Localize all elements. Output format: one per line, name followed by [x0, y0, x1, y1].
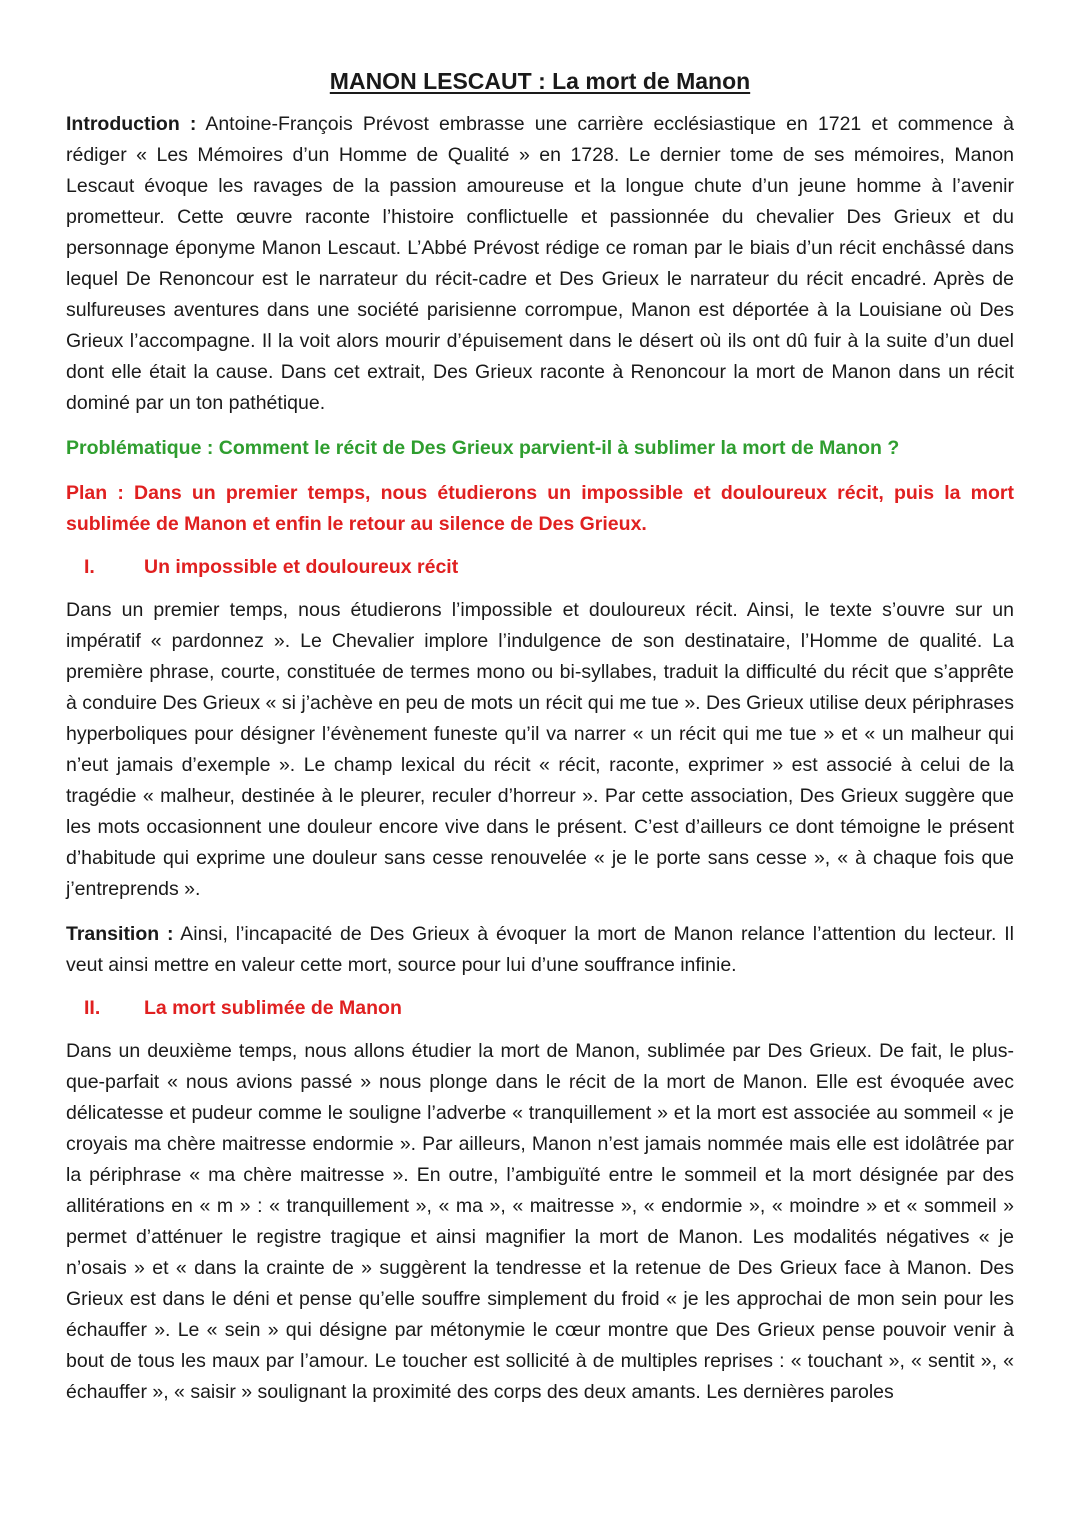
transition-label: Transition : [66, 923, 174, 945]
introduction-paragraph [66, 109, 1014, 419]
transition-paragraph [66, 919, 1014, 981]
transition-text: Ainsi, l’incapacité de Des Grieux à évoquer la mort de Manon relance l’attention du lecteur. Il veut ainsi mettre en valeur cette mort, source pour lui d’une souffrance infinie. [66, 923, 1015, 976]
section-2-paragraph: Dans un deuxième temps, nous allons étudier la mort de Manon, sublimée par Des Grieux. De fait, le plus-que-parfait « nous avions passé » nous plonge dans le récit de la mort de Manon. Elle est évoquée avec délicatesse et pudeur comme le souligne l’adverbe « tranquillement » et la mort est associée au sommeil « je croyais ma chère maitresse endormie ». Par ailleurs, Manon n’est jamais nommée mais elle est idolâtrée par la périphrase « ma chère maitresse ». En outre, l’ambiguïté entre le sommeil et la mort désignée par des allitérations en « m » : « tranquillement », « ma », « maitresse », « endormie », « moindre » et « sommeil » permet d’atténuer le registre tragique et ainsi magnifier la mort de Manon. Les modalités négatives « je n’osais » et « dans la crainte de » suggèrent la tendresse et la retenue de Des Grieux face à Manon. Des Grieux est dans le déni et pense qu’elle souffre simplement du froid « je les approchai de mon sein pour les échauffer ». Le « sein » qui désigne par métonymie le cœur montre que Des Grieux pense pouvoir venir à bout de tous les maux par l’amour. Le toucher est sollicité à de multiples reprises : « touchant », « sentit », « échauffer », « saisir » soulignant la proximité des corps des deux amants. Les dernières paroles [66, 1040, 1014, 1403]
section-heading-2 [66, 993, 1014, 1024]
section-1-paragraph: Dans un premier temps, nous étudierons l’impossible et douloureux récit. Ainsi, le texte s’ouvre sur un impératif « pardonnez ». Le Chevalier implore l’indulgence de son destinataire, l’Homme de qualité. La première phrase, courte, constituée de termes mono ou bi-syllabes, traduit la difficulté du récit que s’apprête à conduire Des Grieux « si j’achève en peu de mots un récit qui me tue ». Des Grieux utilise deux périphrases hyperboliques pour désigner l’évènement funeste qu’il va narrer « un récit qui me tue » et « un malheur qui n’eut jamais d’exemple ». Le champ lexical du récit « récit, raconte, exprimer » est associé à celui de la tragédie « malheur, destinée à le pleurer, reculer d’horreur ». Par cette association, Des Grieux suggère que les mots occasionnent une douleur encore vive dans le présent. C’est d’ailleurs ce dont témoigne le présent d’habitude qui exprime une douleur sans cesse renouvelée « je le porte sans cesse », « à chaque fois que j’entreprends ». [66, 599, 1014, 900]
section-number-1: I. [84, 556, 95, 578]
introduction-text: Antoine-François Prévost embrasse une carrière ecclésiastique en 1721 et commence à rédiger « Les Mémoires d’un Homme de Qualité » en 1728. Le dernier tome de ses mémoires, Manon Lescaut évoque les ravages de la passion amoureuse et la longue chute d’un jeune homme à l’avenir prometteur. Cette œuvre raconte l’histoire conflictuelle et passionnée du chevalier Des Grieux et du personnage éponyme Manon Lescaut. L’Abbé Prévost rédige ce roman par le biais d’un récit enchâssé dans lequel De Renoncour est le narrateur du récit-cadre et Des Grieux le narrateur du récit encadré. Après de sulfureuses aventures dans une société parisienne corrompue, Manon est déportée à la Louisiane où Des Grieux l’accompagne. Il la voit alors mourir d’épuisement dans le désert où ils ont dû fuir à la suite d’un duel dont elle était la cause. Dans cet extrait, Des Grieux raconte à Renoncour la mort de Manon dans un récit dominé par un ton pathétique. [66, 113, 1015, 414]
page-title: MANON LESCAUT : La mort de Manon [329, 68, 751, 94]
plan: Plan : Dans un premier temps, nous étudierons un impossible et douloureux récit, puis la mort sublimée de Manon et enfin le retour au silence de Des Grieux. [66, 482, 1014, 535]
problematique: Problématique : Comment le récit de Des Grieux parvient-il à sublimer la mort de Manon ? [66, 437, 900, 459]
section-title-1: Un impossible et douloureux récit [144, 556, 459, 578]
introduction-label: Introduction : [66, 113, 197, 135]
section-heading-1 [66, 552, 1014, 583]
section-number-2: II. [84, 997, 101, 1019]
section-title-2: La mort sublimée de Manon [144, 997, 402, 1019]
